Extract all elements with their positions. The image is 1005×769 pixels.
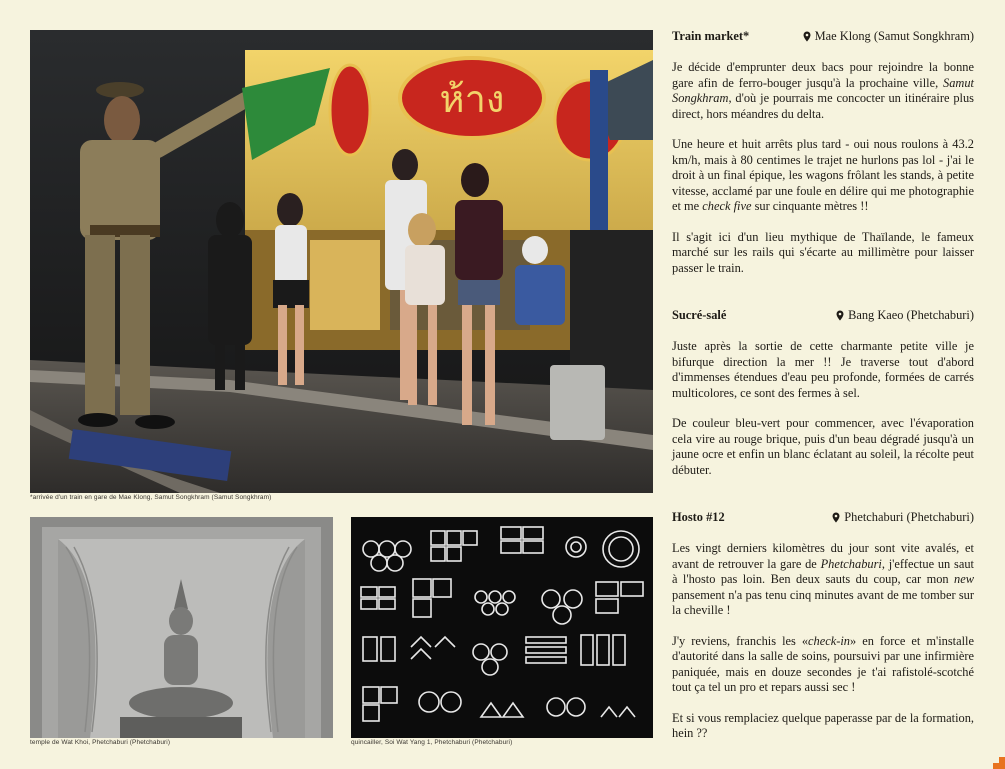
paragraph: Et si vous remplaciez quelque paperasse par de la formation, hein ?? <box>672 710 974 740</box>
temple-relief-illustration <box>30 517 333 738</box>
hardware-caption: quincailler, Soi Wat Yang 1, Phetchaburi (Phetchaburi) <box>351 739 513 746</box>
section-title: Train market* <box>672 29 750 43</box>
section-title: Sucré-salé <box>672 308 727 322</box>
paragraph: Je décide d'emprunter deux bacs pour rejoindre la bonne gare afin de ferro-bouger jusqu'à la prochaine ville, Samut Songkhram, d'où je pourrais me concocter un itinéraire plus direct, hors méandres du delta. <box>672 60 974 121</box>
section-sucre-sale <box>672 307 974 478</box>
section-hosto <box>672 509 974 742</box>
shop-sign-text: ห้าง <box>439 77 505 121</box>
section-train-market <box>672 28 974 276</box>
page-corner-marker <box>987 751 1005 769</box>
temple-photo <box>30 517 333 738</box>
section-title: Hosto #12 <box>672 510 725 524</box>
temple-caption: temple de Wat Khoi, Phetchaburi (Phetchaburi) <box>30 739 171 746</box>
article-column <box>672 28 974 740</box>
metal-tubes-illustration <box>351 517 653 738</box>
paragraph: Il s'agit ici d'un lieu mythique de Thaïlande, le fameux marché sur les rails qui s'écarte au millimètre pour laisser passer le train. <box>672 229 974 275</box>
paragraph: Juste après la sortie de cette charmante petite ville je bifurque direction la mer !! Je traverse tout d'abord d'immenses étendues d'eau peu profonde, formées de carrés multicolores, ce sont des fermes à sel. <box>672 339 974 400</box>
paragraph: Les vingt derniers kilomètres du jour sont vite avalés, et avant de retrouver la gare de Phetchaburi, j'effectue un saut à l'hosto pas loin. Ben deux sauts du coup, car mon new pansement n'a pas tenu cinq minutes avant de me tomber sur la cheville ! <box>672 541 974 617</box>
train-market-caption: *arrivée d'un train en gare de Mae Klong, Samut Songkhram (Samut Songkhram) <box>30 494 272 501</box>
location <box>803 28 974 44</box>
location-text: Bang Kaeo (Phetchaburi) <box>848 308 974 322</box>
location-pin-icon <box>836 310 844 321</box>
hardware-photo <box>351 517 653 738</box>
paragraph: Une heure et huit arrêts plus tard - oui nous roulons à 43.2 km/h, mais à 80 centimes le trajet ne hurlons pas lol - j'ai le droit à un final épique, les wagons frôlant les stands, à petite vitesse, acclamé par une foule en délire qui me photographie et me check five sur cinquante mètres !! <box>672 137 974 213</box>
train-market-photo <box>30 30 653 493</box>
train-market-illustration <box>30 30 653 493</box>
paragraph: De couleur bleu-vert pour commencer, avec l'évaporation cela vire au rouge brique, puis d'un beau dégradé jusqu'à un jaune ocre et enfin un blanc éclatant au soleil, la récolte peut débuter. <box>672 416 974 477</box>
location <box>832 509 974 525</box>
location <box>836 307 974 323</box>
location-text: Mae Klong (Samut Songkhram) <box>814 29 974 43</box>
paragraph: J'y reviens, franchis les «check-in» en force et m'installe d'autorité dans la salle de soins, poursuivi par une infirmière paniquée, mais en douze secondes je t'ai rafistolé-scotché tout ça tel un pro et repars aussi sec ! <box>672 633 974 694</box>
location-pin-icon <box>832 512 840 523</box>
location-text: Phetchaburi (Phetchaburi) <box>844 510 974 524</box>
location-pin-icon <box>803 31 811 42</box>
